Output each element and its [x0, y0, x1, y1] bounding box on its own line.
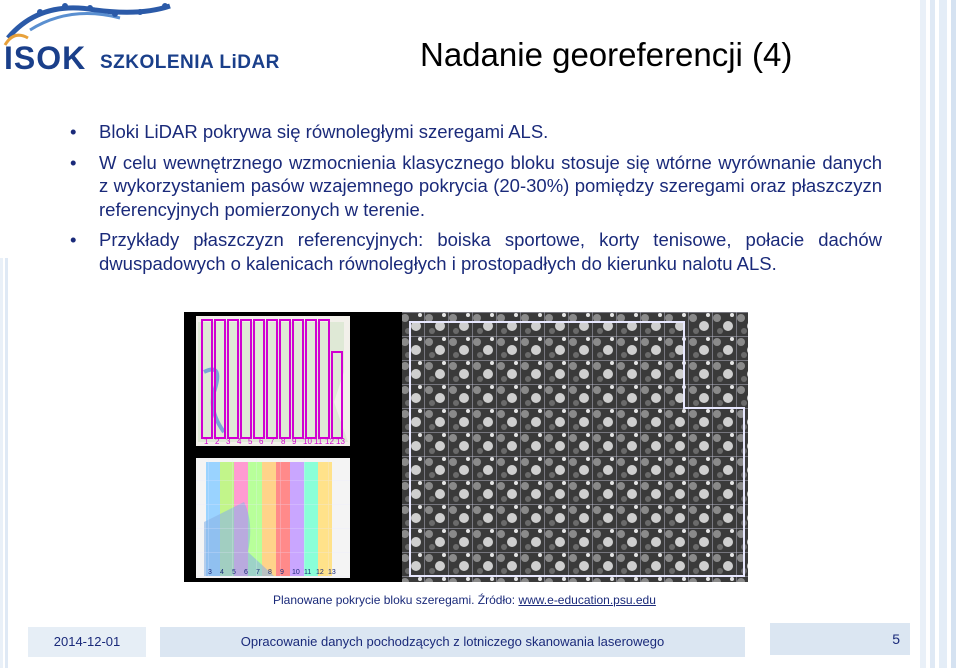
- strip-label: 9: [280, 569, 284, 576]
- block-coverage-figure: [184, 312, 748, 582]
- bullet-item: • W celu wewnętrznego wzmocnienia klasycznego bloku stosuje się wtórne wyrównanie danych z wykorzystaniem pasów wzajemnego pokrycia (20-30%) pomiędzy szeregami oraz płaszczyzn referencyjnych pomierzonych w terenie.: [70, 151, 882, 222]
- footer-date: 2014-12-01: [28, 627, 146, 657]
- strip-label: 12: [325, 437, 334, 446]
- strip-label: 11: [314, 437, 323, 446]
- bullet-list: [70, 120, 882, 282]
- strip-label: 9: [292, 437, 297, 446]
- bottom-left-map-panel: [196, 458, 350, 578]
- strip-label: 4: [237, 437, 242, 446]
- logo-subtitle: SZKOLENIA LiDAR: [100, 52, 280, 73]
- strip-label: 7: [270, 437, 275, 446]
- strip-label: 5: [248, 437, 253, 446]
- strip-label: 11: [304, 569, 312, 576]
- logo-brand: ISOK: [4, 40, 87, 76]
- strip-label: 1: [204, 437, 209, 446]
- caption-text: Planowane pokrycie bloku szeregami. Źródło:: [273, 593, 519, 607]
- strip-label: 5: [232, 569, 236, 576]
- footer-title: Opracowanie danych pochodzących z lotniczego skanowania laserowego: [160, 627, 745, 657]
- decorative-right-bars: [916, 0, 960, 668]
- strip-label: 6: [244, 569, 248, 576]
- strip-label: 3: [226, 437, 231, 446]
- strip-label: 10: [292, 569, 300, 576]
- strip-label: 10: [303, 437, 312, 446]
- strip-label: 2: [215, 437, 220, 446]
- strip-label: 3: [208, 569, 212, 576]
- bullet-item: • Bloki LiDAR pokrywa się równoległymi szeregami ALS.: [70, 120, 882, 144]
- bullet-item: • Przykłady płaszczyzn referencyjnych: boiska sportowe, korty tenisowe, połacie dachów dwuspadowych o kalenicach równoległych i prostopadłych do kierunku nalotu ALS.: [70, 228, 882, 275]
- figure-image: [184, 312, 748, 582]
- strip-label: 6: [259, 437, 264, 446]
- strip-label: 8: [268, 569, 272, 576]
- strip-label: 13: [336, 437, 345, 446]
- top-left-map-panel: [196, 316, 350, 446]
- page-number: 5: [770, 623, 910, 655]
- isok-logo: [0, 0, 300, 85]
- figure-caption: [273, 593, 656, 607]
- decorative-left-bars: [0, 258, 10, 668]
- strip-label: 7: [256, 569, 260, 576]
- strip-label: 13: [328, 569, 336, 576]
- right-terrain-panel: [402, 312, 748, 582]
- strip-label: 12: [316, 569, 324, 576]
- slide-title: Nadanie georeferencji (4): [420, 36, 793, 73]
- strip-label: 4: [220, 569, 224, 576]
- strip-label: 8: [281, 437, 286, 446]
- caption-source-link[interactable]: www.e-education.psu.edu: [518, 593, 656, 607]
